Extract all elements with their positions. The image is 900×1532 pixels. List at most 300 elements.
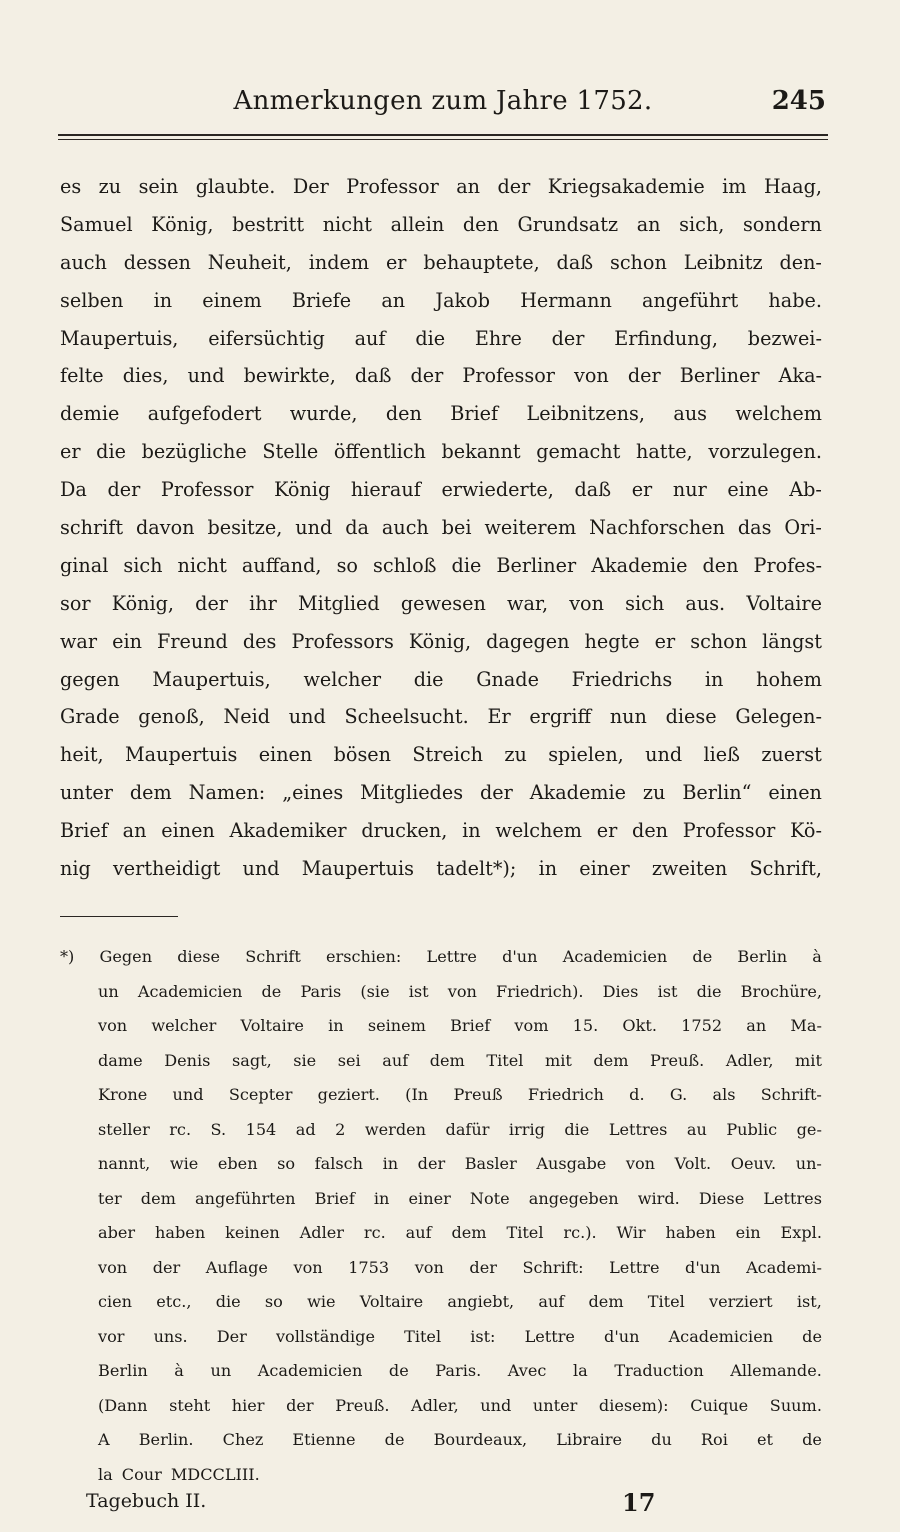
- word: so: [336, 553, 358, 577]
- word: Streich: [412, 743, 484, 767]
- word: vorzulegen.: [708, 440, 822, 464]
- word: Dies: [602, 981, 639, 1001]
- word: gewesen: [400, 591, 486, 615]
- word: Nachforschen: [589, 516, 725, 540]
- word: Friedrich).: [496, 981, 584, 1001]
- word: selben: [60, 288, 124, 312]
- word: 1752: [681, 1016, 723, 1035]
- word: daß: [354, 364, 392, 388]
- word: das: [737, 516, 772, 540]
- text-line: [60, 433, 822, 471]
- word: schon: [690, 629, 748, 653]
- word: cien: [98, 1292, 133, 1311]
- word: vertheidigt: [112, 857, 221, 881]
- word: Schrift-: [760, 1085, 822, 1104]
- word: Kriegsakademie: [547, 175, 705, 198]
- word: angeführt: [642, 288, 739, 312]
- word: Adler,: [411, 1395, 459, 1415]
- word: (sie: [360, 981, 390, 1001]
- word: steller: [98, 1119, 150, 1139]
- word: Titel: [404, 1326, 442, 1346]
- word: Lettres: [608, 1119, 668, 1139]
- word: der: [417, 1154, 446, 1173]
- footnote-line: [60, 1389, 822, 1424]
- word: un-: [795, 1154, 822, 1173]
- text-line: [60, 395, 822, 433]
- word: eifersüchtig: [208, 326, 325, 350]
- word: allein: [390, 212, 445, 236]
- word: Briefe: [291, 288, 352, 312]
- word: Preuß: [453, 1085, 503, 1104]
- signature-mark: Tagebuch II.: [86, 1490, 207, 1512]
- word: Berlin.: [138, 1430, 194, 1449]
- footnote-line: [60, 1251, 822, 1286]
- word: zu: [98, 175, 122, 198]
- footnote-line: [60, 940, 822, 975]
- word: Paris.: [435, 1361, 482, 1380]
- word: Academi-: [746, 1257, 822, 1277]
- word: Professor: [682, 819, 776, 843]
- word: Lettre: [426, 947, 477, 966]
- word: längst: [762, 629, 822, 653]
- word: behauptete,: [423, 250, 540, 274]
- word: hier: [231, 1395, 265, 1415]
- word: so: [264, 1292, 283, 1311]
- word: Jakob: [435, 288, 490, 312]
- word: ein: [735, 1223, 761, 1242]
- word: Preuß.: [335, 1395, 390, 1415]
- word: sagt,: [231, 1050, 272, 1070]
- word: aus.: [685, 591, 726, 615]
- footnote-line: [60, 1216, 822, 1251]
- word: der: [497, 175, 531, 198]
- footnote-line: [60, 1320, 822, 1355]
- word: von: [574, 364, 609, 388]
- footnote-line: [60, 1009, 822, 1044]
- word: Allemande.: [730, 1361, 822, 1380]
- word: hegte: [584, 629, 640, 653]
- word: Akademie: [591, 553, 688, 577]
- word: ginal: [60, 553, 109, 577]
- word: als: [712, 1085, 736, 1104]
- word: Berlin: [98, 1361, 148, 1380]
- word: er: [60, 440, 81, 464]
- word: König: [274, 478, 331, 502]
- word: rc.).: [563, 1223, 597, 1242]
- word: Berlin“: [682, 781, 752, 805]
- word: nig: [60, 857, 91, 881]
- text-line: [60, 812, 822, 850]
- word: und: [187, 364, 225, 388]
- word: ließ: [703, 743, 740, 767]
- word: à: [812, 947, 822, 966]
- word: eben: [217, 1154, 258, 1173]
- word: an: [456, 175, 481, 198]
- word: vom: [514, 1016, 549, 1035]
- word: ist:: [470, 1326, 496, 1346]
- word: aus: [673, 402, 708, 426]
- word: „eines: [282, 781, 344, 805]
- word: Paris: [300, 981, 342, 1001]
- word: Denis: [164, 1050, 211, 1070]
- word: war: [60, 629, 98, 653]
- word: un: [210, 1361, 232, 1380]
- word: an: [381, 288, 406, 312]
- word: Titel: [486, 1050, 524, 1070]
- word: Gelegen-: [735, 705, 822, 729]
- word: der: [107, 478, 141, 502]
- word: mit: [544, 1050, 572, 1070]
- word: König,: [408, 629, 472, 653]
- word: die: [215, 1292, 241, 1311]
- text-line: [60, 547, 822, 585]
- word: la: [572, 1361, 588, 1380]
- word: vor: [98, 1326, 125, 1346]
- word: Neid: [223, 705, 271, 729]
- word: Grundsatz: [517, 212, 619, 236]
- word: (Dann: [98, 1395, 148, 1415]
- word: dem: [429, 1050, 465, 1070]
- word: Diese: [698, 1188, 745, 1208]
- footnote-line: [60, 1113, 822, 1148]
- word: sor: [60, 591, 91, 615]
- word: ad: [295, 1119, 316, 1139]
- text-line: [60, 282, 822, 320]
- footnote-line: [60, 1285, 822, 1320]
- word: Leibnitzens,: [526, 402, 645, 426]
- word: der: [152, 1257, 181, 1277]
- word: bekannt: [441, 440, 521, 464]
- word: Leibnitz: [683, 250, 763, 274]
- word: in: [462, 819, 481, 843]
- word: MDCCLIII.: [170, 1464, 260, 1484]
- word: Stelle: [262, 440, 319, 464]
- text-line: [60, 661, 822, 699]
- word: Oeuv.: [730, 1154, 777, 1173]
- word: auffand,: [241, 553, 322, 577]
- word: de: [384, 1430, 405, 1449]
- word: Scheelsucht.: [344, 705, 469, 729]
- word: de: [388, 1361, 409, 1380]
- word: 15.: [572, 1016, 599, 1035]
- word: angegeben: [528, 1188, 619, 1208]
- word: G.: [669, 1085, 688, 1104]
- word: et: [756, 1430, 773, 1449]
- word: einen: [258, 743, 313, 767]
- word: Avec: [507, 1361, 547, 1380]
- running-title: Anmerkungen zum Jahre 1752.: [233, 86, 653, 116]
- footnote-line: [60, 1354, 822, 1389]
- word: und: [242, 857, 280, 881]
- word: verziert: [709, 1292, 773, 1311]
- word: König,: [111, 591, 174, 615]
- word: sich,: [679, 212, 725, 236]
- word: die: [96, 440, 126, 464]
- text-line: [60, 168, 822, 206]
- word: der: [469, 1257, 497, 1277]
- word: bösen: [333, 743, 392, 767]
- word: du: [651, 1430, 672, 1449]
- word: wurde,: [289, 402, 358, 426]
- word: Maupertuis,: [60, 326, 179, 350]
- word: ein: [112, 629, 142, 653]
- word: von: [625, 1154, 656, 1173]
- word: der: [195, 591, 228, 615]
- word: aufgefodert: [147, 402, 262, 426]
- word: genoß,: [138, 705, 205, 729]
- word: Maupertuis,: [152, 667, 271, 691]
- word: Friedrich: [527, 1085, 604, 1104]
- word: einen: [768, 781, 822, 805]
- word: so: [277, 1154, 296, 1173]
- word: zweiten: [651, 857, 728, 881]
- footnote-separator: [60, 916, 178, 917]
- word: la: [98, 1464, 113, 1484]
- word: werden: [364, 1119, 427, 1139]
- word: die: [564, 1119, 590, 1139]
- word: Okt.: [622, 1016, 657, 1035]
- word: Der: [216, 1326, 247, 1346]
- word: aber: [98, 1223, 136, 1242]
- word: spielen,: [548, 743, 624, 767]
- text-line: [60, 698, 822, 736]
- word: Der: [292, 175, 329, 198]
- word: Berliner: [496, 553, 577, 577]
- word: sich: [625, 591, 665, 615]
- word: au: [686, 1119, 707, 1139]
- word: den: [462, 212, 499, 236]
- word: von: [293, 1257, 323, 1277]
- word: à: [174, 1361, 184, 1380]
- word: zuerst: [761, 743, 822, 767]
- word: die: [696, 981, 722, 1001]
- word: Basler: [464, 1154, 517, 1173]
- word: glaubte.: [195, 175, 276, 198]
- word: und: [645, 743, 683, 767]
- word: uns.: [153, 1326, 188, 1346]
- word: Ehre: [474, 326, 522, 350]
- page-header: [60, 84, 826, 124]
- word: Schrift:: [522, 1257, 584, 1277]
- word: indem: [308, 250, 370, 274]
- word: in: [373, 1188, 390, 1208]
- word: nicht: [177, 553, 227, 577]
- word: auch: [381, 516, 429, 540]
- word: bezügliche: [141, 440, 247, 464]
- word: er: [654, 629, 676, 653]
- word: dame: [98, 1050, 143, 1070]
- text-line: [60, 623, 822, 661]
- word: sich: [123, 553, 163, 577]
- word: der: [479, 781, 513, 805]
- word: dem: [451, 1223, 487, 1242]
- word: von: [98, 1257, 128, 1277]
- word: Brief: [450, 1016, 491, 1035]
- word: auf: [538, 1292, 565, 1311]
- word: und: [480, 1395, 512, 1415]
- word: Ausgabe: [536, 1154, 607, 1173]
- word: schloß: [373, 553, 437, 577]
- word: welcher: [151, 1016, 217, 1035]
- word: Volt.: [674, 1154, 712, 1173]
- footnote-line: [60, 1147, 822, 1182]
- word: Adler,: [725, 1050, 774, 1070]
- word: heit,: [60, 743, 104, 767]
- word: davon: [136, 516, 195, 540]
- word: und: [295, 516, 333, 540]
- word: ter: [98, 1188, 122, 1208]
- word: Berliner: [679, 364, 760, 388]
- word: schrift: [60, 516, 124, 540]
- text-line: [60, 357, 822, 395]
- word: nannt,: [98, 1154, 151, 1173]
- word: geziert.: [317, 1085, 380, 1104]
- word: Maupertuis: [125, 743, 238, 767]
- word: dessen: [123, 250, 191, 274]
- word: Mitglied: [298, 591, 380, 615]
- word: an: [636, 212, 661, 236]
- word: Namen:: [188, 781, 266, 805]
- text-line: [60, 471, 822, 509]
- word: gegen: [60, 667, 120, 691]
- word: Akademiker: [229, 819, 347, 843]
- word: Brief: [60, 819, 108, 843]
- text-line: [60, 736, 822, 774]
- word: nicht: [322, 212, 373, 236]
- word: Profes-: [753, 553, 822, 577]
- word: Hermann: [520, 288, 612, 312]
- word: besitze,: [207, 516, 283, 540]
- word: Samuel: [60, 212, 133, 236]
- word: sie: [293, 1050, 317, 1070]
- word: Titel: [647, 1292, 685, 1311]
- word: Gnade: [476, 667, 539, 691]
- word: an: [746, 1016, 767, 1035]
- word: Traduction: [614, 1361, 704, 1380]
- word: einen: [161, 819, 215, 843]
- word: auch: [60, 250, 107, 274]
- word: Bourdeaux,: [433, 1430, 528, 1449]
- footnote-line: [60, 1423, 822, 1458]
- word: daß: [574, 478, 612, 502]
- word: Brief: [450, 402, 499, 426]
- word: Scepter: [228, 1085, 293, 1104]
- word: den: [385, 402, 422, 426]
- word: Cuique: [690, 1395, 749, 1415]
- word: A: [98, 1430, 110, 1449]
- word: Professor: [160, 478, 254, 502]
- word: schon: [609, 250, 667, 274]
- word: Akademie: [529, 781, 626, 805]
- word: Libraire: [556, 1430, 623, 1449]
- word: (In: [405, 1085, 429, 1104]
- word: Etienne: [292, 1430, 356, 1449]
- word: Suum.: [769, 1395, 822, 1415]
- word: der: [551, 326, 585, 350]
- word: hohem: [756, 667, 822, 691]
- word: wird.: [637, 1188, 680, 1208]
- word: angeführten: [195, 1188, 296, 1208]
- word: welcher: [303, 667, 381, 691]
- word: welchem: [735, 402, 822, 426]
- text-line: [60, 320, 822, 358]
- word: in: [153, 288, 173, 312]
- word: Expl.: [780, 1223, 822, 1242]
- word: falsch: [314, 1154, 363, 1173]
- main-text: [60, 168, 822, 888]
- word: Ab-: [789, 478, 822, 502]
- word: erschien:: [326, 947, 402, 966]
- word: diese: [665, 705, 717, 729]
- footnote: [60, 940, 822, 1492]
- word: keinen: [225, 1223, 280, 1242]
- word: drucken,: [361, 819, 448, 843]
- word: irrig: [508, 1119, 545, 1139]
- word: der: [410, 364, 444, 388]
- word: Brochüre,: [740, 981, 822, 1001]
- word: de: [261, 981, 282, 1001]
- word: welchem: [495, 819, 582, 843]
- word: Roi: [700, 1430, 728, 1449]
- word: Mitgliedes: [360, 781, 464, 805]
- word: den-: [779, 250, 822, 274]
- word: wie: [169, 1154, 199, 1173]
- text-line: [60, 850, 822, 888]
- header-rule: [58, 134, 828, 140]
- word: Schrift: [245, 947, 301, 966]
- word: 2: [335, 1119, 346, 1139]
- footnote-line: [60, 1458, 822, 1493]
- word: den: [632, 819, 669, 843]
- word: d'un: [604, 1326, 640, 1346]
- footnote-line: [60, 1182, 822, 1217]
- word: Wir: [616, 1223, 646, 1242]
- word: bei: [441, 516, 472, 540]
- word: bewirkte,: [243, 364, 336, 388]
- text-line: [60, 585, 822, 623]
- word: und: [172, 1085, 204, 1104]
- word: den: [702, 553, 739, 577]
- word: Ma-: [790, 1016, 822, 1035]
- word: eine: [727, 478, 769, 502]
- word: Voltaire: [240, 1016, 304, 1035]
- word: daß: [556, 250, 594, 274]
- word: gemacht: [536, 440, 621, 464]
- word: hierauf: [350, 478, 421, 502]
- word: Academicien: [562, 947, 668, 966]
- word: die: [415, 326, 446, 350]
- word: Professors: [291, 629, 394, 653]
- word: Professor: [346, 175, 439, 198]
- word: ihr: [249, 591, 277, 615]
- word: dies,: [122, 364, 169, 388]
- word: diese: [177, 947, 221, 966]
- word: Voltaire: [746, 591, 822, 615]
- word: steht: [169, 1395, 211, 1415]
- page-number: 245: [771, 86, 826, 116]
- word: mit: [795, 1050, 822, 1070]
- word: Lettre: [524, 1326, 575, 1346]
- word: einem: [202, 288, 262, 312]
- word: ist,: [796, 1292, 822, 1311]
- word: Adler: [299, 1223, 344, 1242]
- page-footer: [86, 1490, 686, 1524]
- word: rc.: [363, 1223, 386, 1242]
- word: de: [802, 1326, 822, 1346]
- word: Maupertuis: [301, 857, 414, 881]
- footnote-line: [60, 1078, 822, 1113]
- word: d'un: [685, 1257, 721, 1277]
